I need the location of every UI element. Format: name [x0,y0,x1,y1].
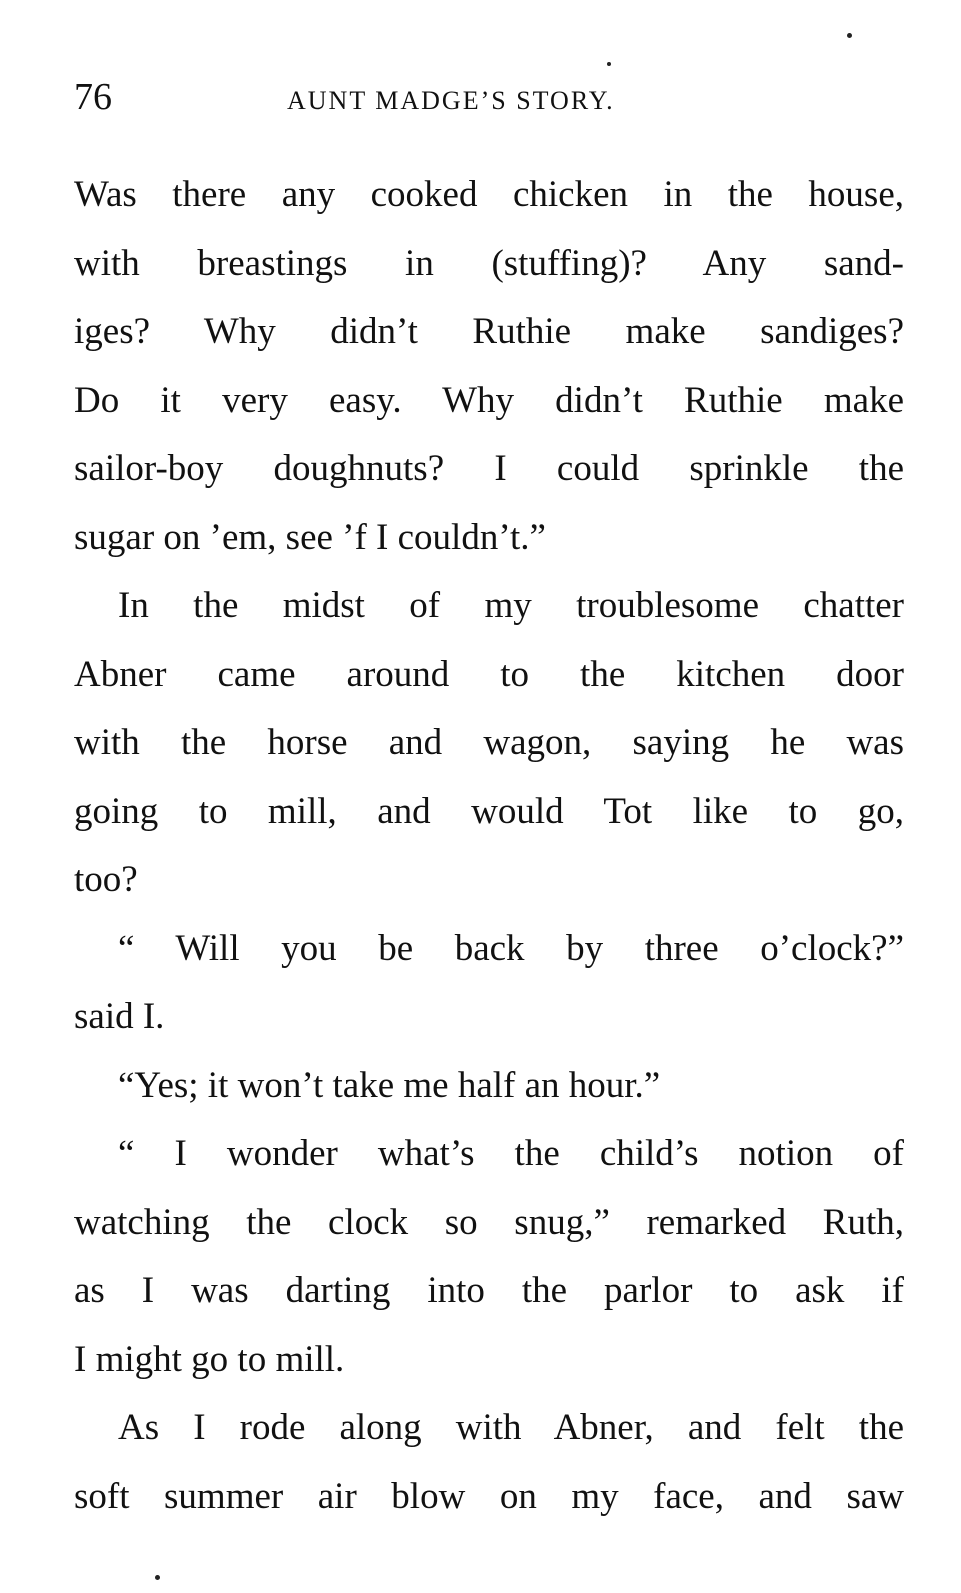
print-speck [847,33,852,38]
text-line: watching the clock so snug,” remarked Ruth, [74,1201,904,1243]
text-line: said I. [74,996,165,1037]
body-text [74,161,904,1531]
text-line: too? [74,859,138,900]
text-line: I might go to mill. [74,1338,345,1380]
text-line: Was there any cooked chicken in the house, [74,174,904,215]
text-line: sailor-boy doughnuts? I could sprinkle the [74,448,904,489]
text-line: Do it very easy. Why didn’t Ruthie make [74,379,904,421]
page-number: 76 [74,76,112,118]
text-line: In the midst of my troublesome chatter [118,585,904,626]
text-line: as I was darting into the parlor to ask if [74,1270,904,1311]
text-line: “Yes; it won’t take me half an hour.” [118,1064,661,1106]
print-speck [607,62,611,66]
text-line: soft summer air blow on my face, and saw [74,1475,904,1517]
text-line: “ Will you be back by three o’clock?” [118,927,904,969]
text-line: Abner came around to the kitchen door [74,653,904,695]
text-line: with breastings in (stuffing)? Any sand- [74,242,904,284]
running-title: AUNT MADGE’S STORY. [287,86,615,115]
text-line: As I rode along with Abner, and felt the [118,1407,904,1448]
text-line: iges? Why didn’t Ruthie make sandiges? [74,311,904,352]
text-line: sugar on ’em, see ’f I couldn’t.” [74,516,546,558]
print-speck [155,1575,160,1580]
text-line: with the horse and wagon, saying he was [74,722,904,763]
running-head [74,72,904,122]
text-line: “ I wonder what’s the child’s notion of [118,1133,904,1174]
text-line: going to mill, and would Tot like to go, [74,790,904,832]
